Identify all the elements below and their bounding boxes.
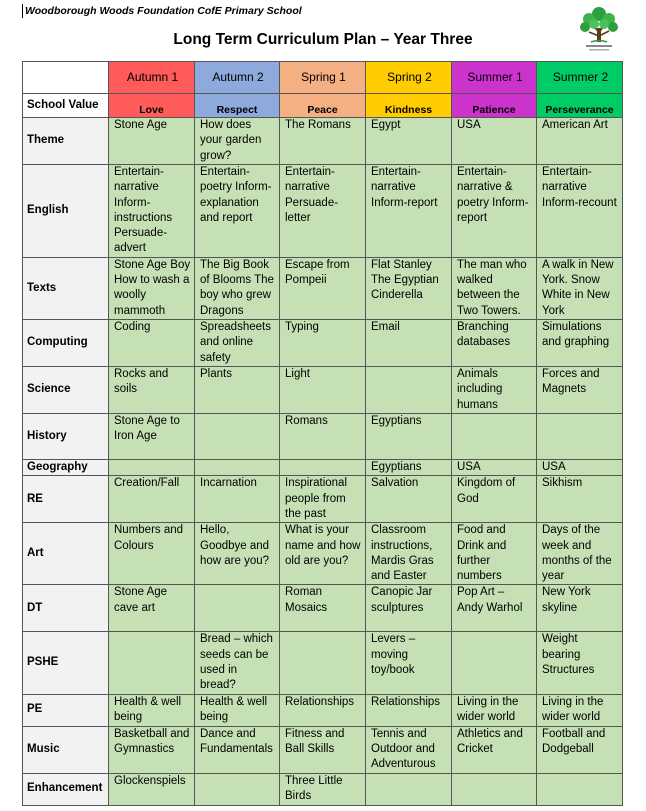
plan-cell: Roman Mosaics (280, 585, 366, 632)
row-label: Theme (23, 118, 109, 165)
school-value-row (23, 94, 623, 118)
plan-cell: Simulations and graphing (537, 319, 623, 366)
plan-cell: A walk in New York. Snow White in New York (537, 257, 623, 319)
plan-cell: Typing (280, 319, 366, 366)
plan-cell: Canopic Jar sculptures (366, 585, 452, 632)
plan-cell: USA (452, 459, 537, 475)
plan-cell: Pop Art – Andy Warhol (452, 585, 537, 632)
plan-cell (280, 459, 366, 475)
plan-cell: Stone Age (109, 118, 195, 165)
plan-cell: Incarnation (195, 476, 280, 523)
plan-cell: The Romans (280, 118, 366, 165)
school-value: Love (109, 94, 195, 118)
plan-cell: Days of the week and months of the year (537, 523, 623, 585)
subject-row (23, 726, 623, 773)
row-label: Music (23, 726, 109, 773)
row-label: Enhancement (23, 773, 109, 805)
plan-cell: Romans (280, 413, 366, 459)
plan-cell: Football and Dodgeball (537, 726, 623, 773)
row-label: Geography (23, 459, 109, 475)
subject-row (23, 585, 623, 632)
plan-cell (452, 632, 537, 694)
plan-cell: Egyptians (366, 413, 452, 459)
plan-cell: Health & well being (109, 694, 195, 726)
plan-cell: Living in the wider world (537, 694, 623, 726)
plan-cell: Light (280, 366, 366, 413)
subject-row (23, 773, 623, 805)
plan-cell (537, 413, 623, 459)
row-label: Texts (23, 257, 109, 319)
plan-cell: Health & well being (195, 694, 280, 726)
plan-cell (109, 459, 195, 475)
plan-cell: Entertain-poetry Inform-explanation and report (195, 165, 280, 258)
plan-cell (366, 773, 452, 805)
school-value: Respect (195, 94, 280, 118)
plan-cell: Relationships (366, 694, 452, 726)
subject-row (23, 413, 623, 459)
row-label: DT (23, 585, 109, 632)
school-value: Patience (452, 94, 537, 118)
term-header: Spring 1 (280, 62, 366, 94)
subject-row (23, 319, 623, 366)
term-header: Autumn 2 (195, 62, 280, 94)
plan-cell: Hello, Goodbye and how are you? (195, 523, 280, 585)
plan-cell: Egypt (366, 118, 452, 165)
school-value: Peace (280, 94, 366, 118)
plan-cell: What is your name and how old are you? (280, 523, 366, 585)
plan-cell (537, 773, 623, 805)
plan-cell: American Art (537, 118, 623, 165)
term-header: Summer 2 (537, 62, 623, 94)
row-label: PSHE (23, 632, 109, 694)
plan-cell: Entertain-narrative Inform-instructions Persuade-advert (109, 165, 195, 258)
plan-cell (195, 413, 280, 459)
plan-cell: Plants (195, 366, 280, 413)
plan-cell: Bread – which seeds can be used in bread? (195, 632, 280, 694)
plan-cell (366, 366, 452, 413)
term-header: Spring 2 (366, 62, 452, 94)
plan-cell: Weight bearing Structures (537, 632, 623, 694)
row-label: School Value (23, 94, 109, 118)
plan-cell: The man who walked between the Two Towers. (452, 257, 537, 319)
plan-cell: Athletics and Cricket (452, 726, 537, 773)
subject-row (23, 118, 623, 165)
plan-cell: Entertain-narrative Inform-report (366, 165, 452, 258)
subject-row (23, 694, 623, 726)
plan-cell: Living in the wider world (452, 694, 537, 726)
plan-cell: Tennis and Outdoor and Adventurous (366, 726, 452, 773)
row-label: Computing (23, 319, 109, 366)
plan-cell: Animals including humans (452, 366, 537, 413)
plan-cell (109, 632, 195, 694)
plan-cell: Rocks and soils (109, 366, 195, 413)
plan-cell (195, 773, 280, 805)
plan-cell: Three Little Birds (280, 773, 366, 805)
school-name: Woodborough Woods Foundation CofE Primary School (22, 4, 302, 18)
plan-cell: Salvation (366, 476, 452, 523)
plan-cell: Dance and Fundamentals (195, 726, 280, 773)
plan-cell: Inspirational people from the past (280, 476, 366, 523)
plan-cell: Spreadsheets and online safety (195, 319, 280, 366)
plan-cell: Escape from Pompeii (280, 257, 366, 319)
plan-cell: Email (366, 319, 452, 366)
subject-row (23, 523, 623, 585)
subject-row (23, 165, 623, 258)
plan-cell: Creation/Fall (109, 476, 195, 523)
plan-cell (195, 585, 280, 632)
corner-cell (23, 62, 109, 94)
term-header: Autumn 1 (109, 62, 195, 94)
term-header-row (23, 62, 623, 94)
subject-row (23, 476, 623, 523)
plan-cell: Stone Age Boy How to wash a woolly mammoth (109, 257, 195, 319)
subject-row (23, 366, 623, 413)
plan-cell: Stone Age to Iron Age (109, 413, 195, 459)
plan-cell: USA (452, 118, 537, 165)
plan-cell: The Big Book of Blooms The boy who grew Dragons (195, 257, 280, 319)
plan-cell: Entertain-narrative Persuade-letter (280, 165, 366, 258)
plan-cell (452, 773, 537, 805)
subject-row (23, 632, 623, 694)
subject-row (23, 459, 623, 475)
plan-cell: Entertain-narrative Inform-recount (537, 165, 623, 258)
plan-cell: Stone Age cave art (109, 585, 195, 632)
curriculum-table (22, 61, 623, 806)
school-value: Perseverance (537, 94, 623, 118)
row-label: English (23, 165, 109, 258)
plan-cell: Food and Drink and further numbers (452, 523, 537, 585)
plan-cell: Numbers and Colours (109, 523, 195, 585)
plan-cell: Kingdom of God (452, 476, 537, 523)
plan-cell: Coding (109, 319, 195, 366)
plan-cell (280, 632, 366, 694)
row-label: Science (23, 366, 109, 413)
plan-cell: Forces and Magnets (537, 366, 623, 413)
subject-row (23, 257, 623, 319)
plan-cell (452, 413, 537, 459)
term-header: Summer 1 (452, 62, 537, 94)
row-label: RE (23, 476, 109, 523)
plan-cell: Basketball and Gymnastics (109, 726, 195, 773)
plan-cell: Egyptians (366, 459, 452, 475)
page-title: Long Term Curriculum Plan – Year Three (173, 31, 473, 48)
plan-cell: Classroom instructions, Mardis Gras and Easter (366, 523, 452, 585)
plan-cell: Glockenspiels (109, 773, 195, 805)
plan-cell: Levers – moving toy/book (366, 632, 452, 694)
plan-cell: Fitness and Ball Skills (280, 726, 366, 773)
plan-cell: Flat Stanley The Egyptian Cinderella (366, 257, 452, 319)
row-label: Art (23, 523, 109, 585)
plan-cell: How does your garden grow? (195, 118, 280, 165)
plan-cell: Relationships (280, 694, 366, 726)
plan-cell: USA (537, 459, 623, 475)
plan-cell: New York skyline (537, 585, 623, 632)
plan-cell: Entertain-narrative & poetry Inform-report (452, 165, 537, 258)
plan-cell: Sikhism (537, 476, 623, 523)
row-label: History (23, 413, 109, 459)
plan-cell: Branching databases (452, 319, 537, 366)
school-value: Kindness (366, 94, 452, 118)
row-label: PE (23, 694, 109, 726)
plan-cell (195, 459, 280, 475)
